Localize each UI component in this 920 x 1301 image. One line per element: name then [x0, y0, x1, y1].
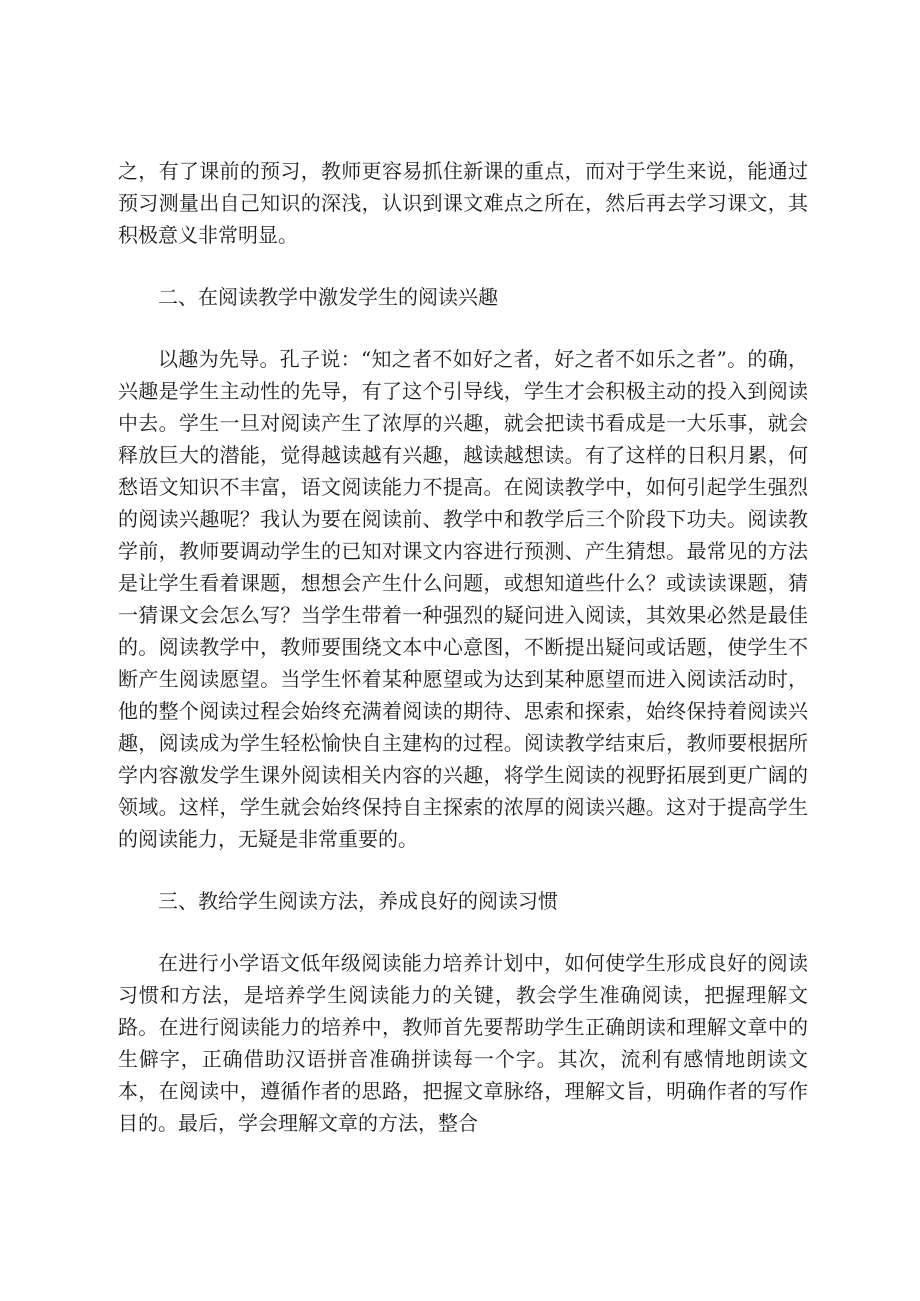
section-heading-3: 三、教给学生阅读方法，养成良好的阅读习惯 — [158, 889, 558, 913]
paragraph-methods: 在进行小学语文低年级阅读能力培养计划中，如何使学生形成良好的阅读习惯和方法，是培养学生阅读能力的关键，教会学生准确阅读，把握理解文路。在进行阅读能力的培养中，教师首先要帮助学生正确朗读和理解文章中的生僻字，正确借助汉语拼音准确拼读每一个字。其次，流利有感情地朗读文本，在阅读中，遵循作者的思路，把握文章脉络，理解文旨，明确作者的写作目的。最后，学会理解文章的方法，整合 — [118, 951, 808, 1135]
document-body — [118, 155, 808, 1139]
paragraph-continuation: 之，有了课前的预习，教师更容易抓住新课的重点，而对于学生来说，能通过预习测量出自己知识的深浅，认识到课文难点之所在，然后再去学习课文，其积极意义非常明显。 — [118, 159, 808, 247]
section-heading-2: 二、在阅读教学中激发学生的阅读兴趣 — [158, 285, 498, 309]
paragraph-interest: 以趣为先导。孔子说：“知之者不如好之者，好之者不如乐之者”。的确，兴趣是学生主动性的先导，有了这个引导线，学生才会积极主动的投入到阅读中去。学生一旦对阅读产生了浓厚的兴趣，就会把读书看成是一大乐事，就会释放巨大的潜能，觉得越读越有兴趣，越读越想读。有了这样的日积月累，何愁语文知识不丰富，语文阅读能力不提高。在阅读教学中，如何引起学生强烈的阅读兴趣呢？我认为要在阅读前、教学中和教学后三个阶段下功夫。阅读教学前，教师要调动学生的已知对课文内容进行预测、产生猜想。最常见的方法是让学生看着课题，想想会产生什么问题，或想知道些什么？或读读课题，猜一猜课文会怎么写？当学生带着一种强烈的疑问进入阅读，其效果必然是最佳的。阅读教学中，教师要围绕文本中心意图，不断提出疑问或话题，使学生不断产生阅读愿望。当学生怀着某种愿望或为达到某种愿望而进入阅读活动时，他的整个阅读过程会始终充满着阅读的期待、思索和探索，始终保持着阅读兴趣，阅读成为学生轻松愉快自主建构的过程。阅读教学结束后，教师要根据所学内容激发学生课外阅读相关内容的兴趣，将学生阅读的视野拓展到更广阔的领域。这样，学生就会始终保持自主探索的浓厚的阅读兴趣。这对于提高学生的阅读能力，无疑是非常重要的。 — [118, 347, 808, 851]
